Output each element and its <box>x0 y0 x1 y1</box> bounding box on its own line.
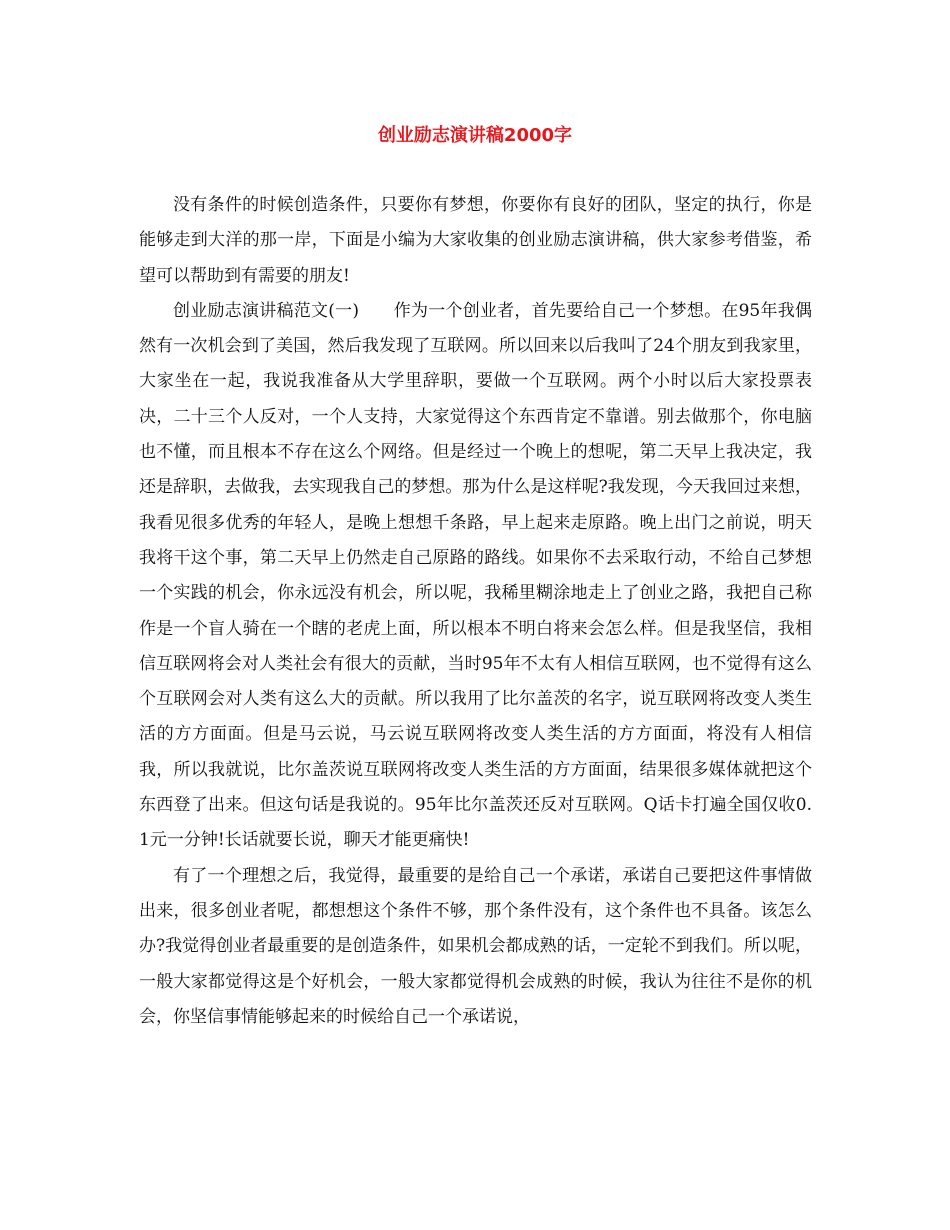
paragraph-speech-2: 有了一个理想之后，我觉得，最重要的是给自己一个承诺，承诺自己要把这件事情做出来，很多创业者呢，都想想这个条件不够，那个条件没有，这个条件也不具备。该怎么办?我觉得创业者最重要的是创造条件，如果机会都成熟的话，一定轮不到我们。所以呢，一般大家都觉得这是个好机会，一般大家都觉得机会成熟的时候，我认为往往不是你的机会，你坚信事情能够起来的时候给自己一个承诺说， <box>139 865 812 1027</box>
document-body <box>139 188 812 1035</box>
paragraph-speech-1: 创业励志演讲稿范文(一) 作为一个创业者，首先要给自己一个梦想。在95年我偶然有一次机会到了美国，然后我发现了互联网。所以回来以后我叫了24个朋友到我家里，大家坐在一起，我说我准备从大学里辞职，要做一个互联网。两个小时以后大家投票表决，二十三个人反对，一个人支持，大家觉得这个东西肯定不靠谱。别去做那个，你电脑也不懂，而且根本不存在这么个网络。但是经过一个晚上的想呢，第二天早上我决定，我还是辞职，去做我，去实现我自己的梦想。那为什么是这样呢?我发现，今天我回过来想，我看见很多优秀的年轻人，是晚上想想千条路，早上起来走原路。晚上出门之前说，明天我将干这个事，第二天早上仍然走自己原路的路线。如果你不去采取行动，不给自己梦想一个实践的机会，你永远没有机会，所以呢，我稀里糊涂地走上了创业之路，我把自己称作是一个盲人骑在一个瞎的老虎上面，所以根本不明白将来会怎么样。但是我坚信，我相信互联网将会对人类社会有很大的贡献，当时95年不太有人相信互联网，也不觉得有这么个互联网会对人类有这么大的贡献。所以我用了比尔盖茨的名字，说互联网将改变人类生活的方方面面。但是马云说，马云说互联网将改变人类生活的方方面面，将没有人相信我，所以我就说，比尔盖茨说互联网将改变人类生活的方方面面，结果很多媒体就把这个东西登了出来。但这句话是我说的。95年比尔盖茨还反对互联网。Q话卡打遍全国仅收0.1元一分钟!长话就要长说，聊天才能更痛快! <box>139 300 812 851</box>
document-title: 创业励志演讲稿2000字 <box>377 125 573 146</box>
paragraph-intro: 没有条件的时候创造条件，只要你有梦想，你要你有良好的团队，坚定的执行，你是能够走到大洋的那一岸，下面是小编为大家收集的创业励志演讲稿，供大家参考借鉴，希望可以帮助到有需要的朋友! <box>139 195 812 286</box>
